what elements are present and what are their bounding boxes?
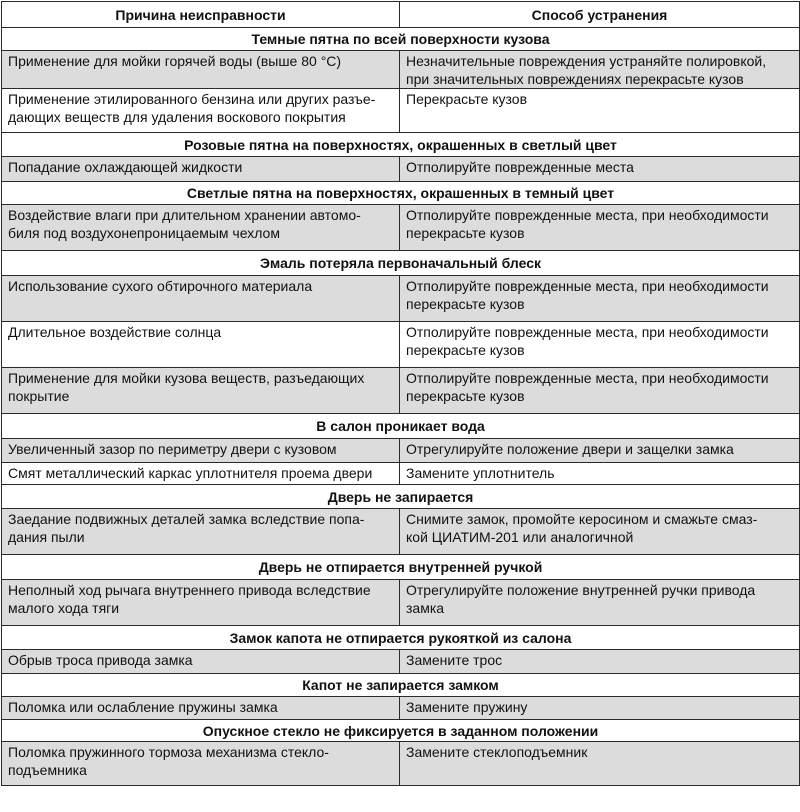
remedy-cell: Отполируйте поврежденные места, при необходимости перекрасьте кузов — [400, 276, 800, 322]
table-row — [2, 276, 800, 322]
cause-cell: Длительное воздействие солнца — [2, 322, 400, 368]
table-row — [2, 157, 800, 182]
cause-cell: Попадание охлаждающей жидкости — [2, 157, 400, 182]
section-title: Капот не запирается замком — [2, 674, 800, 697]
cause-cell: Смят металлический каркас уплотнителя проема двери — [2, 463, 400, 485]
cause-cell: Заедание подвижных деталей замка вследствие попа- дания пыли — [2, 509, 400, 555]
cause-cell: Поломка или ослабление пружины замка — [2, 697, 400, 720]
section-header-row — [2, 485, 800, 509]
cause-cell: Воздействие влаги при длительном хранении автомо- биля под воздухонепроницаемым чехлом — [2, 205, 400, 251]
section-title: Замок капота не отпирается рукояткой из салона — [2, 626, 800, 650]
cause-cell: Неполный ход рычага внутреннего привода вследствие малого хода тяги — [2, 580, 400, 626]
table-header-row — [2, 2, 800, 28]
section-title: Дверь не запирается — [2, 485, 800, 509]
section-header-row — [2, 133, 800, 157]
section-header-row — [2, 555, 800, 580]
table-row — [2, 439, 800, 463]
remedy-cell: Снимите замок, промойте керосином и смажьте смаз- кой ЦИАТИМ-201 или аналогичной — [400, 509, 800, 555]
header-remedy: Способ устранения — [400, 2, 800, 28]
table-row — [2, 580, 800, 626]
cause-cell: Увеличенный зазор по периметру двери с кузовом — [2, 439, 400, 463]
section-header-row — [2, 251, 800, 276]
section-header-row — [2, 28, 800, 51]
remedy-cell: Отполируйте поврежденные места, при необходимости перекрасьте кузов — [400, 205, 800, 251]
remedy-cell: Замените трос — [400, 650, 800, 674]
section-title: В салон проникает вода — [2, 414, 800, 439]
remedy-cell: Замените уплотнитель — [400, 463, 800, 485]
remedy-cell: Незначительные повреждения устраняйте полировкой, при значительных повреждениях перекрасьте кузов — [400, 51, 800, 89]
table-row — [2, 205, 800, 251]
table-row — [2, 742, 800, 786]
remedy-cell: Замените стеклоподъемник — [400, 742, 800, 786]
remedy-cell: Отрегулируйте положение внутренней ручки привода замка — [400, 580, 800, 626]
section-header-row — [2, 414, 800, 439]
section-header-row — [2, 720, 800, 742]
section-header-row — [2, 674, 800, 697]
table-body — [2, 28, 800, 786]
table-row — [2, 51, 800, 89]
cause-cell: Поломка пружинного тормоза механизма стекло- подъемника — [2, 742, 400, 786]
cause-cell: Использование сухого обтирочного материала — [2, 276, 400, 322]
section-header-row — [2, 182, 800, 205]
cause-cell: Применение для мойки горячей воды (выше 80 °С) — [2, 51, 400, 89]
remedy-cell: Отполируйте поврежденные места, при необходимости перекрасьте кузов — [400, 368, 800, 414]
section-title: Светлые пятна на поверхностях, окрашенных в темный цвет — [2, 182, 800, 205]
troubleshooting-table — [1, 1, 800, 786]
remedy-cell: Отполируйте поврежденные места — [400, 157, 800, 182]
remedy-cell: Отполируйте поврежденные места, при необходимости перекрасьте кузов — [400, 322, 800, 368]
section-title: Дверь не отпирается внутренней ручкой — [2, 555, 800, 580]
header-cause: Причина неисправности — [2, 2, 400, 28]
section-title: Розовые пятна на поверхностях, окрашенных в светлый цвет — [2, 133, 800, 157]
table-row — [2, 368, 800, 414]
table-row — [2, 697, 800, 720]
section-title: Темные пятна по всей поверхности кузова — [2, 28, 800, 51]
section-title: Эмаль потеряла первоначальный блеск — [2, 251, 800, 276]
cause-cell: Применение для мойки кузова веществ, разъедающих покрытие — [2, 368, 400, 414]
cause-cell: Применение этилированного бензина или других разъе- дающих веществ для удаления воскового покрытия — [2, 89, 400, 133]
remedy-cell: Перекрасьте кузов — [400, 89, 800, 133]
remedy-cell: Отрегулируйте положение двери и защелки замка — [400, 439, 800, 463]
table-row — [2, 509, 800, 555]
table-row — [2, 322, 800, 368]
table-row — [2, 463, 800, 485]
section-title: Опускное стекло не фиксируется в заданном положении — [2, 720, 800, 742]
cause-cell: Обрыв троса привода замка — [2, 650, 400, 674]
table-row — [2, 650, 800, 674]
table-row — [2, 89, 800, 133]
remedy-cell: Замените пружину — [400, 697, 800, 720]
section-header-row — [2, 626, 800, 650]
